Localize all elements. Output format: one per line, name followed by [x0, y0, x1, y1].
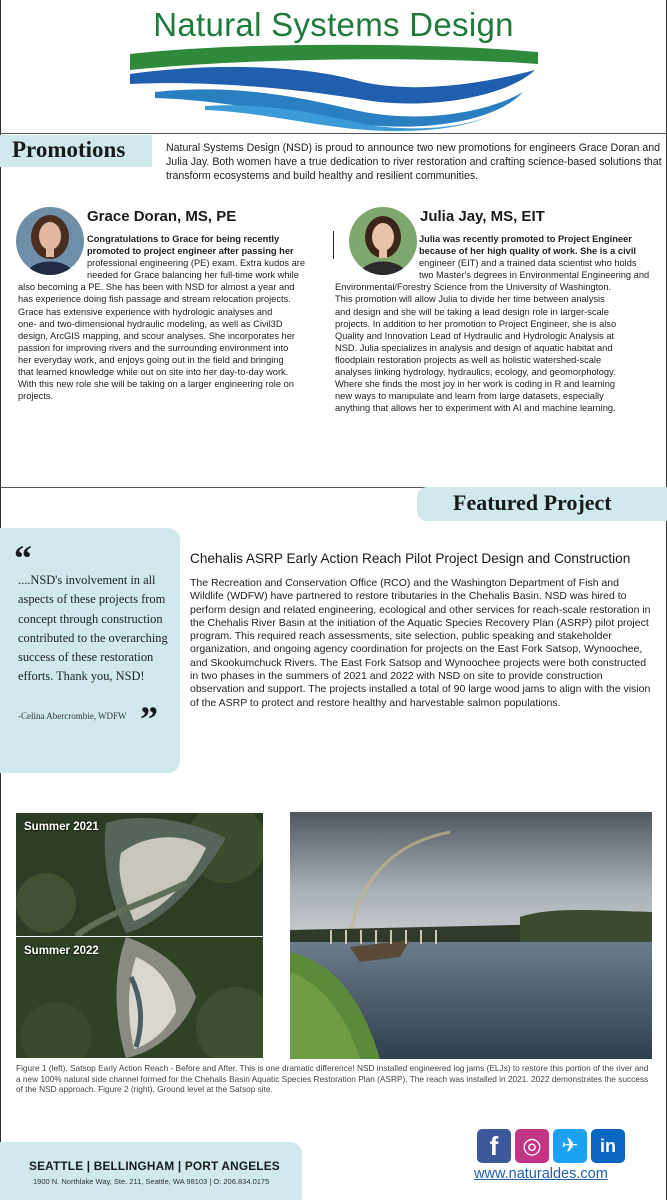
- facebook-icon[interactable]: f: [477, 1129, 511, 1163]
- section-divider-top: [0, 133, 667, 134]
- grace-bio: [18, 233, 318, 402]
- bio-line: anything that allows her to experiment with AI and machine learning.: [335, 403, 616, 414]
- bio-line: Environmental/Forestry Science from the University of Washington.: [335, 282, 612, 293]
- bio-line: because of her high quality of work. She is a civil: [419, 246, 636, 257]
- bio-line: This promotion will allow Julia to divide her time between analysis: [335, 294, 605, 305]
- julia-name: Julia Jay, MS, EIT: [420, 208, 545, 225]
- testimonial-author: -Celina Abercrombie, WDFW: [18, 711, 127, 721]
- bio-line: Where she finds the most joy in her work is coding in R and learning: [335, 379, 616, 390]
- bio-line: NSD. Julia specializes in analysis and design of aquatic habitat and: [335, 342, 613, 353]
- bio-line: two Master's degrees in Environmental Engineering and: [419, 270, 650, 281]
- bio-line: Grace has extensive experience with hydrologic analyses and: [18, 306, 273, 317]
- bio-line: analyses linking hydrology, hydraulics, ecology, and geomorphology.: [335, 367, 616, 378]
- bio-line: Julia was recently promoted to Project Engineer: [419, 234, 632, 244]
- bio-line: projects.: [18, 391, 54, 402]
- bio-line: Congratulations to Grace for being recently: [87, 234, 280, 244]
- project-description: The Recreation and Conservation Office (RCO) and the Washington Department of Fish and Wildlife (WDFW) have partnered to restore tributaries in the Chehalis Basin. NSD was hired to perform design and related engineering, ecological and other services for reach-scale restoration in the Chehalis River Basin at the initiation of the Aquatic Species Recovery Plan (ASRP) pilot project program. This required reach assessments, site selection, public speaking and stakeholder organization, and ongoing agency coordination for projects on the East Fork Satsop, Wynoochee, and Skookumchuck Rivers. The East Fork Satsop and Wynoochee projects were both constructed in two phases in the summers of 2021 and 2022 with NSD on site to provide construction observation and support. The projects installed a total of 90 large wood jams to align with the vision of the ASRP to protect and restore healthy and harvestable salmon populations.: [190, 577, 651, 709]
- aerial-photo-2022: [16, 937, 263, 1058]
- bio-line: With this new role she will be taking on a larger engineering role on: [18, 379, 294, 390]
- julia-bio: [335, 233, 653, 414]
- header-logo: [0, 0, 667, 133]
- office-address: 1900 N. Northlake Way, Ste. 211, Seattle, WA 98103 | O: 206.834.0175: [33, 1177, 270, 1186]
- promotions-intro: Natural Systems Design (NSD) is proud to announce two new promotions for engineers Grace Doran and Julia Jay. Both women have a true dedication to river restoration and crafting science-based solutions that transform ecosystems and build healthy and resilient communities.: [166, 142, 662, 182]
- figure-caption: Figure 1 (left). Satsop Early Action Reach - Before and After. This is one dramatic difference! NSD installed engineered log jams (ELJs) to restore this portion of the river and a new 100% natural side channel formed for the Chehalis Basin Aquatic Species Restoration Plan (ASRP). The reach was installed in 2021. 2022 demonstrates the success of the NSD approach. Figure 2 (right). Ground level at the Satsop site.: [16, 1063, 649, 1095]
- promotions-heading: Promotions: [12, 137, 126, 162]
- bio-line: projects. In addition to her promotion to Project Engineer, she is also: [335, 318, 617, 329]
- twitter-icon[interactable]: ✈: [553, 1129, 587, 1163]
- bio-line: floodplain restoration projects as well as holistic watershed-scale: [335, 354, 602, 365]
- open-quote-icon: “: [14, 538, 32, 578]
- bio-line: her everyday work, and enjoys going out in the field and bringing: [18, 354, 284, 365]
- testimonial-text: ....NSD's involvement in all aspects of these projects from concept through construction contributed to the overarching success of these restoration efforts. Thank you, NSD!: [18, 573, 168, 684]
- logo-wordmark: Natural Systems Design: [153, 6, 514, 43]
- label-summer-2021: Summer 2021: [24, 821, 99, 833]
- office-locations: SEATTLE | BELLINGHAM | PORT ANGELES: [29, 1159, 280, 1173]
- website-link[interactable]: www.naturaldes.com: [474, 1166, 608, 1182]
- bio-line: and design and she will be taking a lead design role in larger-scale: [335, 306, 609, 317]
- bio-line: engineer (EIT) and a trained data scientist who holds: [419, 258, 637, 269]
- linkedin-icon[interactable]: in: [591, 1129, 625, 1163]
- bio-line: that learned knowledge while out on site into her day-to-day work.: [18, 367, 289, 378]
- bio-line: has experience doing fish passage and stream relocation projects.: [18, 294, 291, 305]
- aerial-photo-2021: [16, 813, 263, 936]
- social-links: [477, 1129, 625, 1163]
- featured-heading-band: [417, 487, 667, 521]
- bio-line: also becoming a PE. She has been with NSD for almost a year and: [18, 282, 295, 293]
- bio-line: promoted to project engineer after passing her: [87, 246, 294, 257]
- wave-logo-icon: [125, 40, 543, 132]
- instagram-icon[interactable]: ◎: [515, 1129, 549, 1163]
- promotions-heading-band: [0, 135, 152, 167]
- column-divider: [333, 231, 334, 259]
- bio-line: one- and two-dimensional hydraulic modeling, as well as Civil3D: [18, 318, 283, 329]
- featured-heading: Featured Project: [453, 490, 612, 515]
- bio-line: new ways to manipulate and learn from large datasets, especially: [335, 391, 604, 402]
- ground-level-photo: [290, 812, 652, 1059]
- project-title: Chehalis ASRP Early Action Reach Pilot Project Design and Construction: [190, 551, 631, 566]
- grace-name: Grace Doran, MS, PE: [87, 208, 237, 225]
- close-quote-icon: ”: [140, 699, 158, 739]
- bio-line: passion for improving rivers and the surrounding environment into: [18, 342, 289, 353]
- bio-line: needed for Grace balancing her full-time work while: [87, 270, 299, 281]
- bio-line: Quality and Innovation Lead of Hydraulic and Hydrologic Analysis at: [335, 330, 615, 341]
- bio-line: design, ArcGIS mapping, and scour analyses. She incorporates her: [18, 330, 295, 341]
- bio-line: professional engineering (PE) exam. Extra kudos are: [87, 258, 306, 269]
- label-summer-2022: Summer 2022: [24, 945, 99, 957]
